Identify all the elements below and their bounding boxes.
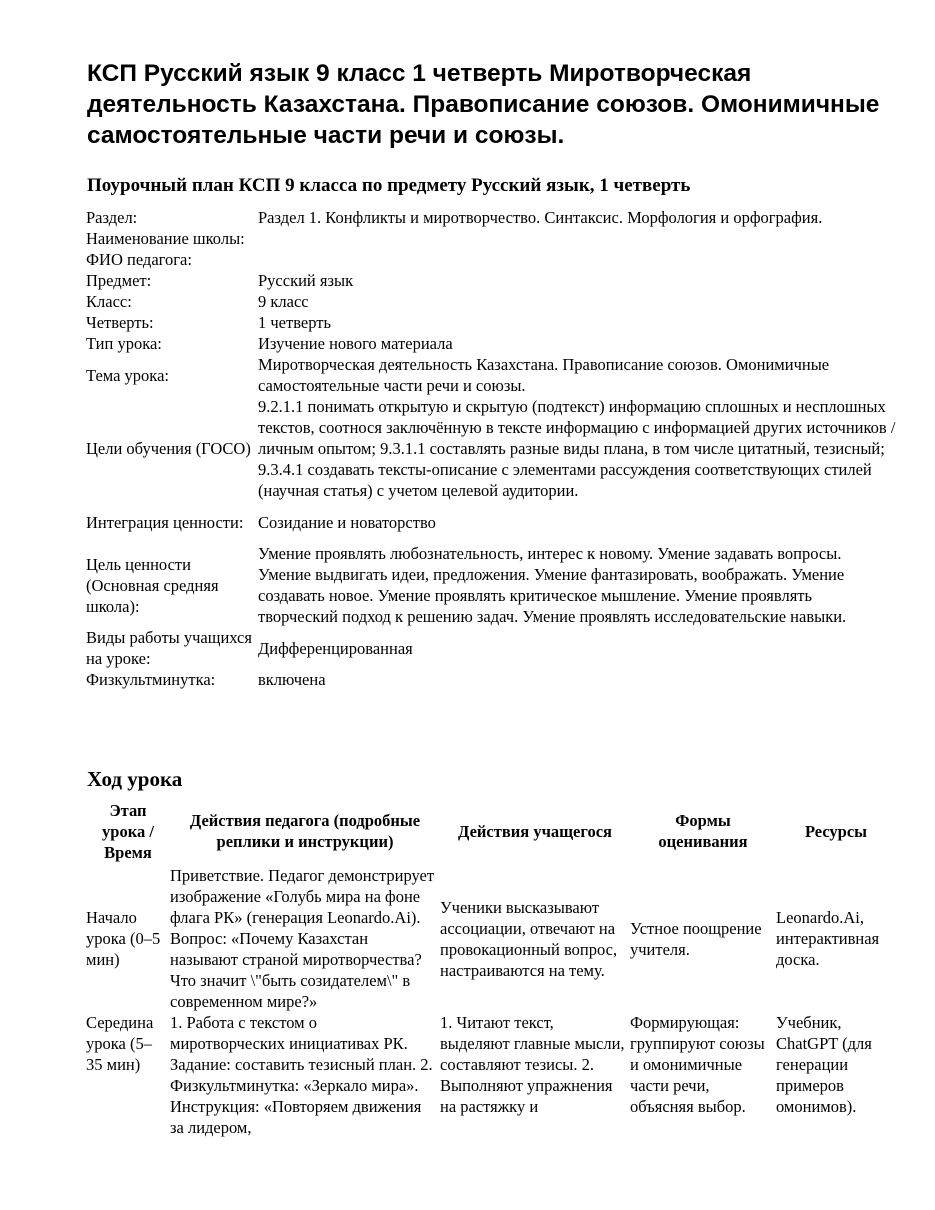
info-label: Тип урока: — [86, 334, 162, 353]
column-header-resources: Ресурсы — [804, 821, 868, 841]
info-label: Наименование школы: — [86, 229, 245, 248]
info-row-physical-break — [86, 669, 896, 690]
info-value: Дифференцированная — [258, 638, 413, 658]
info-row-teacher — [86, 249, 896, 270]
resources-cell: Учебник, ChatGPT (для генерации примеров омонимов). — [776, 1013, 872, 1116]
table-row — [86, 865, 896, 1012]
info-row-school — [86, 228, 896, 249]
info-label: Физкультминутка: — [86, 670, 216, 689]
info-value: 9 класс — [258, 292, 309, 311]
column-header-assessment: Формы оценивания — [658, 811, 748, 851]
info-value: Русский язык — [258, 271, 354, 290]
column-header-teacher-actions: Действия педагога (подробные реплики и инструкции) — [189, 811, 421, 851]
info-value — [258, 249, 896, 270]
info-label: ФИО педагога: — [86, 250, 192, 269]
info-value: Изучение нового материала — [258, 334, 453, 353]
info-row-value-integration — [86, 501, 896, 543]
document-title: КСП Русский язык 9 класс 1 четверть Миротворческая деятельность Казахстана. Правописание союзов. Омонимичные самостоятельные части речи и союзы. — [87, 60, 880, 149]
teacher-actions-cell: Приветствие. Педагог демонстрирует изображение «Голубь мира на фоне флага РК» (генерация Leonardo.Ai). Вопрос: «Почему Казахстан называют страной миротворчества? Что значит \"быть созидателем\" в современном мире?» — [170, 866, 435, 1011]
info-value: Миротворческая деятельность Казахстана. Правописание союзов. Омонимичные самостоятельные части речи и союзы. — [258, 355, 830, 395]
info-table — [86, 207, 896, 690]
student-actions-cell: Ученики высказывают ассоциации, отвечают на провокационный вопрос, настраиваются на тему. — [440, 897, 618, 980]
column-header-student-actions: Действия учащегося — [458, 821, 612, 841]
assessment-cell: Формирующая: группируют союзы и омонимичные части речи, объясняя выбор. — [630, 1013, 765, 1116]
column-header-stage: Этап урока / Время — [102, 800, 154, 862]
info-row-subject — [86, 270, 896, 291]
info-value: Созидание и новаторство — [258, 512, 436, 532]
lesson-table-header — [86, 797, 896, 865]
info-label: Цель ценности (Основная средняя школа): — [86, 554, 219, 616]
info-row-grade — [86, 291, 896, 312]
info-row-goals — [86, 396, 896, 501]
info-label: Четверть: — [86, 313, 154, 332]
info-value: Раздел 1. Конфликты и миротворчество. Синтаксис. Морфология и орфография. — [258, 208, 823, 227]
info-value: 9.2.1.1 понимать открытую и скрытую (подтекст) информацию сплошных и несплошных текстов, соотнося заключённую в тексте информацию с информацией других источников /личным опытом; 9.3.1.1 составлять разные виды плана, в том числе цитатный, тезисный; 9.3.4.1 создавать тексты-описание с элементами рассуждения соответствующих стилей (научная статья) с учетом целевой аудитории. — [258, 397, 896, 500]
document-subtitle: Поурочный план КСП 9 класса по предмету Русский язык, 1 четверть — [87, 175, 691, 196]
info-row-value-goal — [86, 543, 896, 627]
lesson-table — [86, 797, 896, 1138]
info-label: Раздел: — [86, 208, 138, 227]
student-actions-cell: 1. Читают текст, выделяют главные мысли, составляют тезисы. 2. Выполняют упражнения на растяжку и — [440, 1013, 625, 1116]
assessment-cell: Устное поощрение учителя. — [630, 918, 762, 959]
table-row — [86, 1012, 896, 1138]
info-label: Тема урока: — [86, 365, 169, 385]
info-row-quarter — [86, 312, 896, 333]
info-row-topic — [86, 354, 896, 396]
info-value: 1 четверть — [258, 313, 331, 332]
info-row-lesson-type — [86, 333, 896, 354]
lesson-heading: Ход урока — [87, 767, 183, 791]
info-value — [258, 228, 896, 249]
info-value: включена — [258, 670, 326, 689]
stage-cell: Середина урока (5–35 мин) — [86, 1013, 154, 1074]
teacher-actions-cell: 1. Работа с текстом о миротворческих инициативах РК. Задание: составить тезисный план. 2. Физкультминутка: «Зеркало мира». Инструкция: «Повторяем движения за лидером, — [170, 1013, 433, 1137]
info-label: Цели обучения (ГОСО) — [86, 439, 251, 458]
info-row-work-types — [86, 627, 896, 669]
info-value: Умение проявлять любознательность, интерес к новому. Умение задавать вопросы. Умение выдвигать идеи, предложения. Умение фантазировать, воображать. Умение создавать новое. Умение проявлять критическое мышление. Умение проявлять творческий подход к решению задач. Умение проявлять исследовательские навыки. — [258, 544, 847, 626]
resources-cell: Leonardo.Ai, интерактивная доска. — [776, 908, 880, 969]
info-label: Интеграция ценности: — [86, 512, 244, 532]
info-label: Предмет: — [86, 271, 152, 290]
info-label: Виды работы учащихся на уроке: — [86, 628, 252, 668]
info-row-section — [86, 207, 896, 228]
info-label: Класс: — [86, 292, 132, 311]
stage-cell: Начало урока (0–5 мин) — [86, 908, 161, 969]
